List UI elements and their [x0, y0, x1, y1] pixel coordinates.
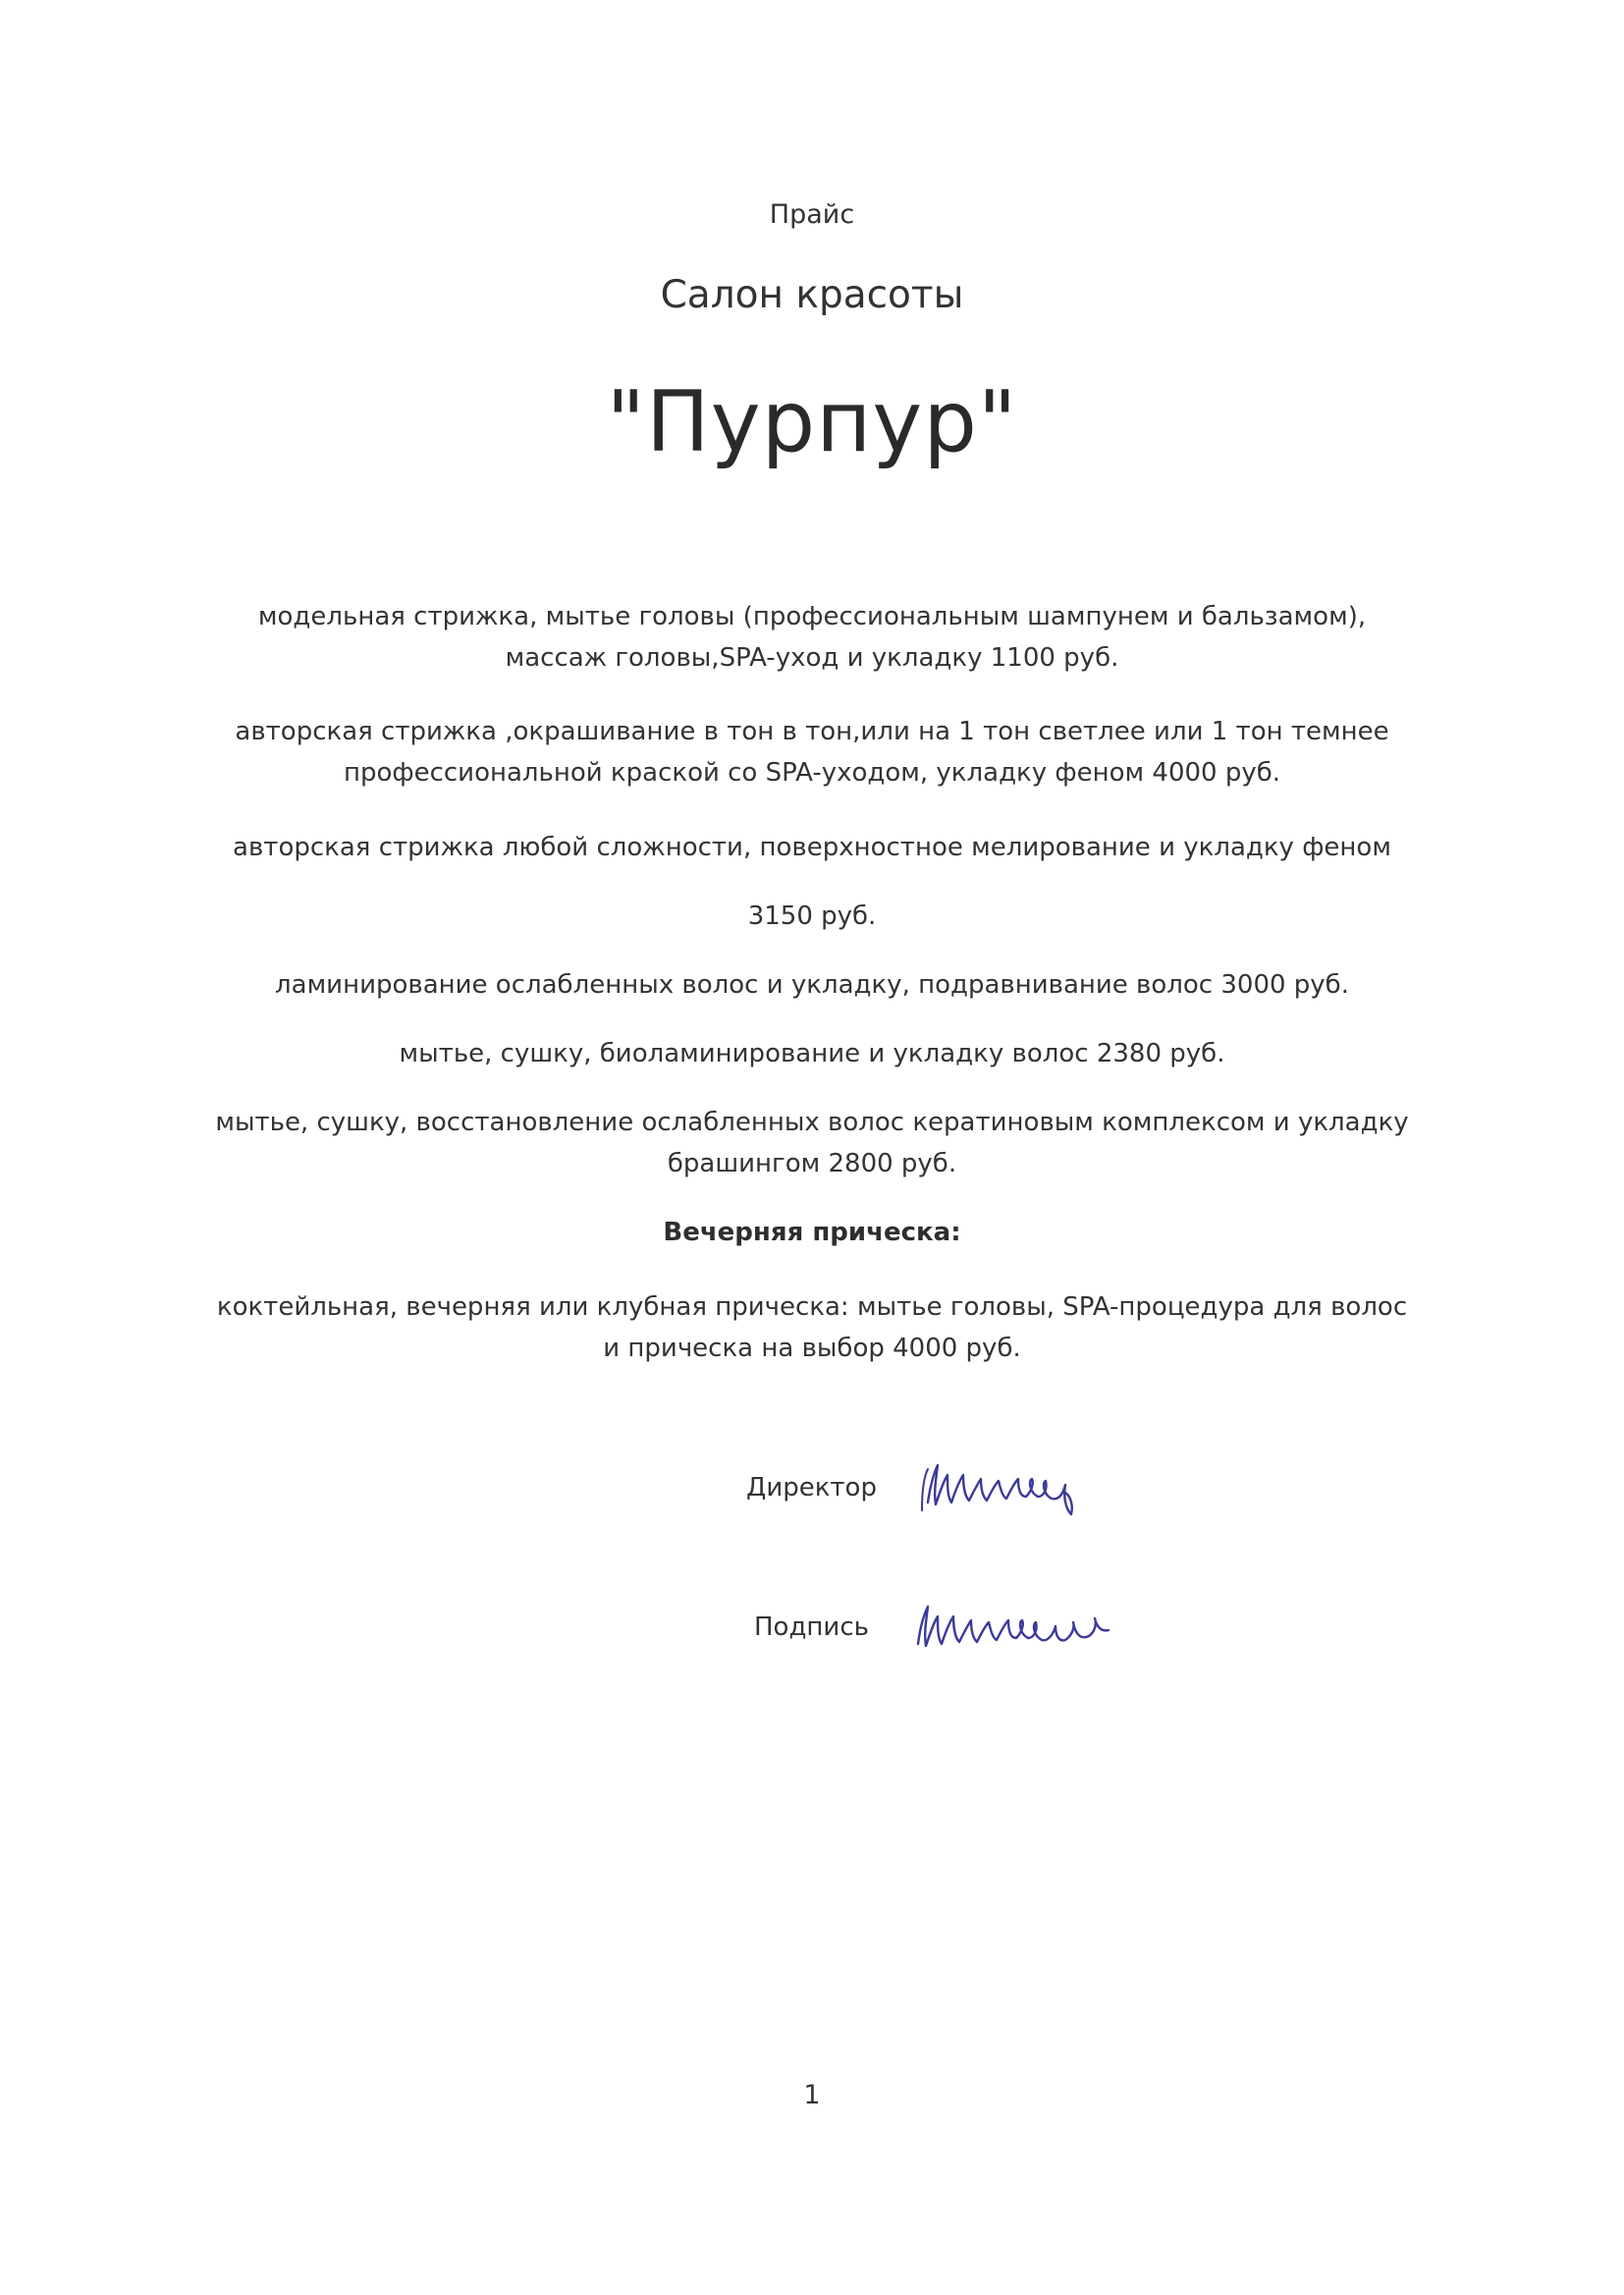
evening-hairstyle-heading: Вечерняя прическа:: [663, 1218, 961, 1247]
handwritten-signature: [908, 1593, 1144, 1662]
document-subtitle: Салон красоты: [660, 273, 964, 317]
service-item: [0, 964, 1624, 1006]
service-line: модельная стрижка, мытье головы (профессиональным шампунем и бальзамом),: [257, 602, 1367, 631]
service-line: мытье, сушку, восстановление ослабленных волос кератиновым комплексом и укладку: [215, 1108, 1409, 1137]
signature-label: Подпись: [754, 1612, 869, 1642]
service-price: [0, 896, 1624, 937]
service-line: авторская стрижка ,окрашивание в тон в тон,или на 1 тон светлее или 1 тон темнее: [235, 717, 1389, 746]
service-item: [0, 827, 1624, 868]
service-line: мытье, сушку, биоламинирование и укладку волос 2380 руб.: [399, 1039, 1225, 1068]
service-line: и прическа на выбор 4000 руб.: [603, 1334, 1021, 1363]
service-item: [0, 1102, 1624, 1184]
director-signature: [916, 1453, 1132, 1522]
service-line: массаж головы,SPA-уход и укладку 1100 руб.: [505, 643, 1119, 673]
service-line: коктейльная, вечерняя или клубная прическа: мытье головы, SPA-процедура для волос: [216, 1292, 1408, 1322]
service-item: [0, 1286, 1624, 1369]
director-label: Директор: [746, 1473, 877, 1503]
service-line: 3150 руб.: [747, 902, 877, 931]
service-item: [0, 711, 1624, 793]
salon-name-title: "Пурпур": [606, 373, 1018, 471]
service-item: [0, 1033, 1624, 1074]
service-line: брашингом 2800 руб.: [667, 1149, 957, 1178]
director-signature-row: [746, 1453, 1132, 1522]
service-line: профессиональной краской со SPA-уходом, укладку феном 4000 руб.: [343, 758, 1281, 788]
service-line: авторская стрижка любой сложности, поверхностное мелирование и укладку феном: [233, 833, 1391, 862]
service-item: [0, 596, 1624, 679]
service-line: ламинирование ослабленных волос и укладку, подравнивание волос 3000 руб.: [275, 970, 1349, 1000]
page-number: 1: [803, 2080, 821, 2110]
signature-row: [754, 1593, 1144, 1662]
document-label: Прайс: [769, 199, 855, 230]
